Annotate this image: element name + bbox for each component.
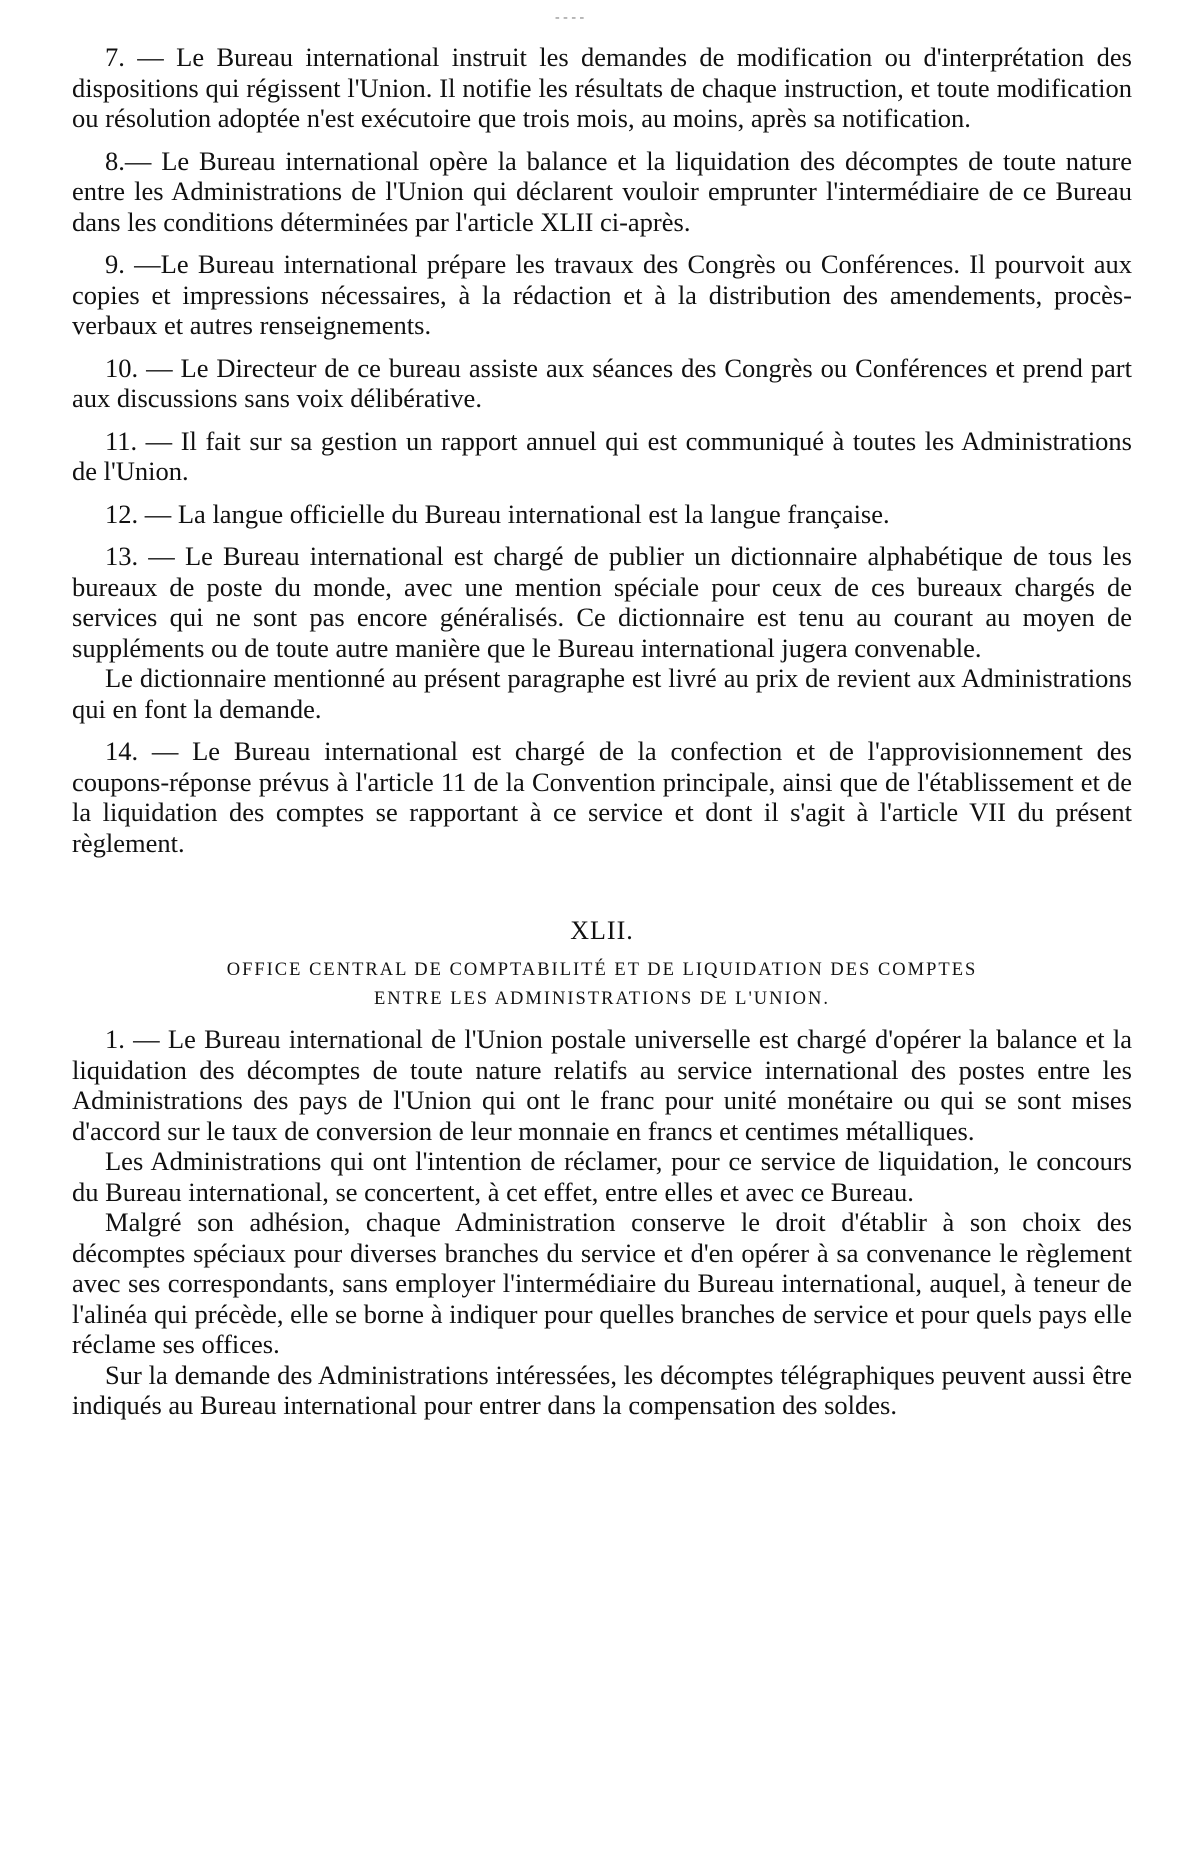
section-heading-line-1: OFFICE CENTRAL DE COMPTABILITÉ ET DE LIQUIDATION DES COMPTES (226, 960, 978, 980)
section-heading (72, 956, 1132, 1014)
paragraph-12: 12. — La langue officielle du Bureau international est la langue française. (105, 498, 890, 529)
section-paragraph-3: Malgré son adhésion, chaque Administration conserve le droit d'établir à son choix des décomptes spéciaux pour diverses branches du service et d'en opérer à sa convenance le règlement avec ses correspondants, sans employer l'intermédiaire du Bureau international, auquel, à teneur de l'alinéa qui précède, elle se borne à indiquer pour quelles branches de service et pour quels pays elle réclame ses offices. (72, 1207, 1132, 1359)
paragraph-7: 7. — Le Bureau international instruit les demandes de modification ou d'interprétation des dispositions qui régissent l'Union. Il notifie les résultats de chaque instruction, et toute modification ou résolution adoptée n'est exécutoire que trois mois, au moins, après sa notification. (72, 42, 1132, 133)
paragraph-10: 10. — Le Directeur de ce bureau assiste aux séances des Congrès ou Conférences et prend part aux discussions sans voix délibérative. (72, 352, 1132, 413)
paragraph-11: 11. — Il fait sur sa gestion un rapport annuel qui est communiqué à toutes les Administrations de l'Union. (72, 425, 1132, 486)
section-paragraph-1: 1. — Le Bureau international de l'Union postale universelle est chargé d'opérer la balance et la liquidation des décomptes de toute nature relatifs au service international des postes entre les Administrations des pays de l'Union qui ont le franc pour unité monétaire ou qui se sont mises d'accord sur le taux de conversion de leur monnaie en francs et centimes métalliques. (72, 1024, 1132, 1146)
document-page (72, 42, 1132, 1421)
section-paragraph-4: Sur la demande des Administrations intéressées, les décomptes télégraphiques peuvent aussi être indiqués au Bureau international pour entrer dans la compensation des soldes. (72, 1359, 1132, 1420)
paragraph-13: 13. — Le Bureau international est chargé de publier un dictionnaire alphabétique de tous les bureaux de poste du monde, avec une mention spéciale pour ceux de ces bureaux chargés de services qui ne sont pas encore généralisés. Ce dictionnaire est tenu au courant au moyen de suppléments ou de toute autre manière que le Bureau international jugera convenable. (72, 541, 1132, 663)
section-heading-line-2: ENTRE LES ADMINISTRATIONS DE L'UNION. (373, 989, 831, 1009)
page-top-mark: - - - - (555, 10, 585, 25)
section-number: XLII. (570, 916, 634, 945)
section-paragraph-2: Les Administrations qui ont l'intention de réclamer, pour ce service de liquidation, le concours du Bureau international, se concertent, à cet effet, entre elles et avec ce Bureau. (72, 1146, 1132, 1207)
paragraph-9: 9. —Le Bureau international prépare les travaux des Congrès ou Conférences. Il pourvoit aux copies et impressions nécessaires, à la rédaction et à la distribution des amendements, procès-verbaux et autres renseignements. (72, 249, 1132, 340)
paragraph-8: 8.— Le Bureau international opère la balance et la liquidation des décomptes de toute nature entre les Administrations de l'Union qui déclarent vouloir emprunter l'intermédiaire de ce Bureau dans les conditions déterminées par l'article XLII ci-après. (72, 145, 1132, 237)
paragraph-14: 14. — Le Bureau international est chargé de la confection et de l'approvisionnement des coupons-réponse prévus à l'article 11 de la Convention principale, ainsi que de l'établissement et de la liquidation des comptes se rapportant à ce service et dont il s'agit à l'article VII du présent règlement. (72, 736, 1132, 858)
paragraph-13-continuation: Le dictionnaire mentionné au présent paragraphe est livré au prix de revient aux Administrations qui en font la demande. (72, 663, 1132, 724)
